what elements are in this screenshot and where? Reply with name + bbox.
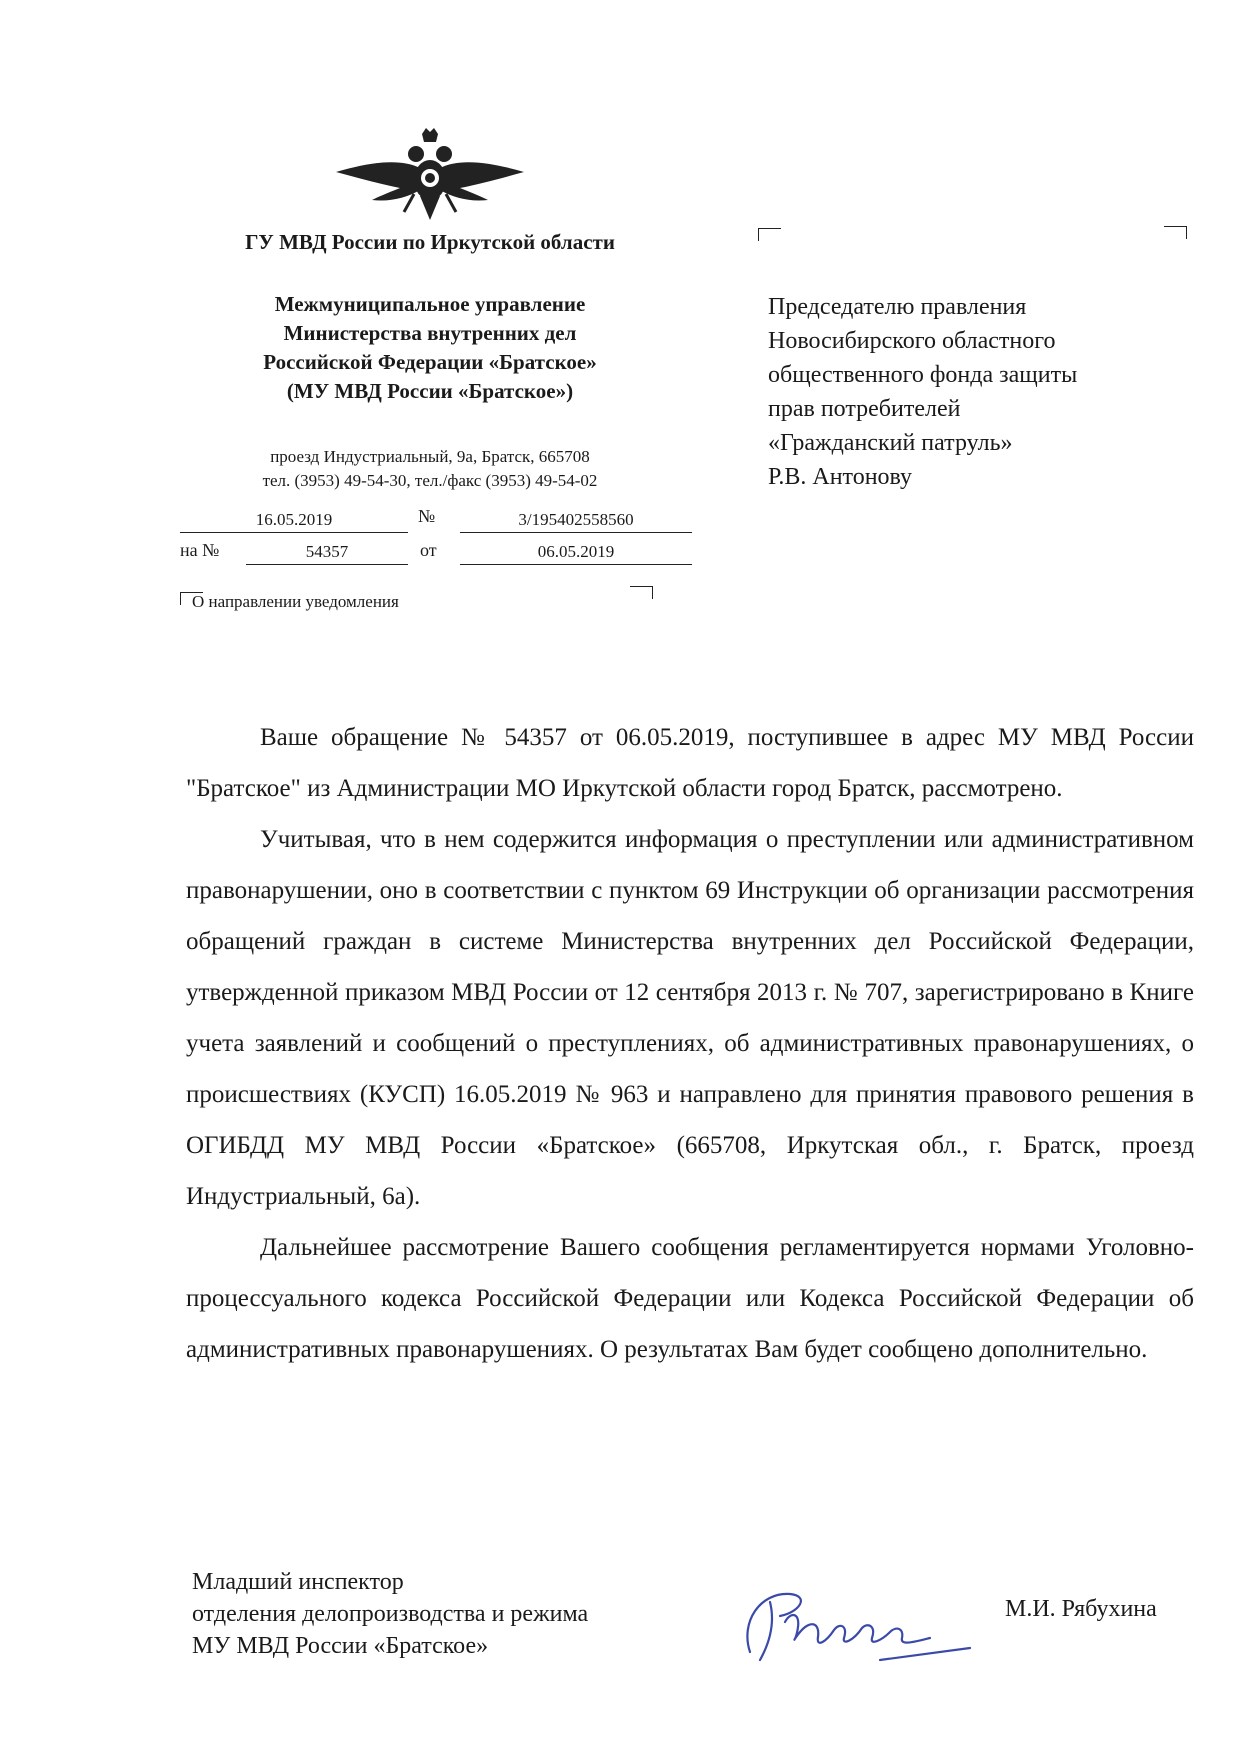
reg-number: 3/195402558560 <box>518 510 634 529</box>
body-paragraph: Учитывая, что в нем содержится информация о преступлении или административном правонарушении, оно в соответствии с пунктом 69 Инструкции об организации рассмотрения обращений граждан в системе Министерства внутренних дел Российской Федерации, утвержденной приказом МВД России от 12 сентября 2013 г. № 707, зарегистрировано в Книге учета заявлений и сообщений о преступлениях, об административных правонарушениях, о происшествиях (КУСП) 16.05.2019 № 963 и направлено для принятия правового решения в ОГИБДД МУ МВД России «Братское» (665708, Иркутская обл., г. Братск, проезд Индустриальный, 6а). <box>186 826 1194 1210</box>
org-line: (МУ МВД России «Братское») <box>286 379 574 403</box>
subject-line: О направлении уведомления <box>192 592 399 611</box>
reg-date: 16.05.2019 <box>255 510 333 529</box>
recipient-line: Председателю правления <box>768 294 1027 320</box>
signer-title-line: МУ МВД России «Братское» <box>192 1633 489 1659</box>
ref-label: на № <box>180 540 220 560</box>
org-address <box>180 445 680 493</box>
ref-number-underline <box>246 564 408 565</box>
eagle-emblem-icon <box>330 128 530 228</box>
recipient-line: общественного фонда защиты <box>768 362 1078 388</box>
recipient-line: «Гражданский патруль» <box>768 430 1013 456</box>
recipient-line: Новосибирского областного <box>768 328 1056 354</box>
ref-date: 06.05.2019 <box>537 542 615 561</box>
recipient-bracket-left <box>758 228 781 241</box>
signer-title-line: отделения делопроизводства и режима <box>192 1601 589 1627</box>
letter-body <box>186 712 1194 1375</box>
org-line: Министерства внутренних дел <box>283 321 577 345</box>
org-name-block <box>180 290 680 406</box>
signer-title-line: Младший инспектор <box>192 1569 404 1595</box>
date-underline <box>180 532 408 533</box>
body-paragraph: Ваше обращение № 54357 от 06.05.2019, поступившее в адрес МУ МВД России "Братское" из Администрации МО Иркутской области город Братск, рассмотрено. <box>186 724 1194 802</box>
recipient-line: прав потребителей <box>768 396 961 422</box>
subject-bracket-right <box>630 586 653 599</box>
recipient-block <box>768 290 1188 494</box>
org-title: ГУ МВД России по Иркутской области <box>245 230 615 254</box>
org-line: Российской Федерации «Братское» <box>263 350 597 374</box>
address-line: тел. (3953) 49-54-30, тел./факс (3953) 49-54-02 <box>262 471 598 490</box>
address-line: проезд Индустриальный, 9а, Братск, 665708 <box>270 447 590 466</box>
from-label: от <box>420 540 437 560</box>
recipient-bracket-right <box>1164 226 1187 239</box>
ref-number: 54357 <box>305 542 349 561</box>
body-paragraph: Дальнейшее рассмотрение Вашего сообщения регламентируется нормами Уголовно-процессуального кодекса Российской Федерации или Кодекса Российской Федерации об административных правонарушениях. О результатах Вам будет сообщено дополнительно. <box>186 1234 1194 1363</box>
ref-date-underline <box>460 564 692 565</box>
recipient-line: Р.В. Антонову <box>768 464 913 490</box>
handwritten-signature-icon <box>730 1582 980 1672</box>
signer-name: М.И. Рябухина <box>1005 1596 1157 1622</box>
number-underline <box>460 532 692 533</box>
number-sign: № <box>418 506 436 526</box>
signer-title <box>192 1566 588 1662</box>
org-line: Межмуниципальное управление <box>274 292 586 316</box>
